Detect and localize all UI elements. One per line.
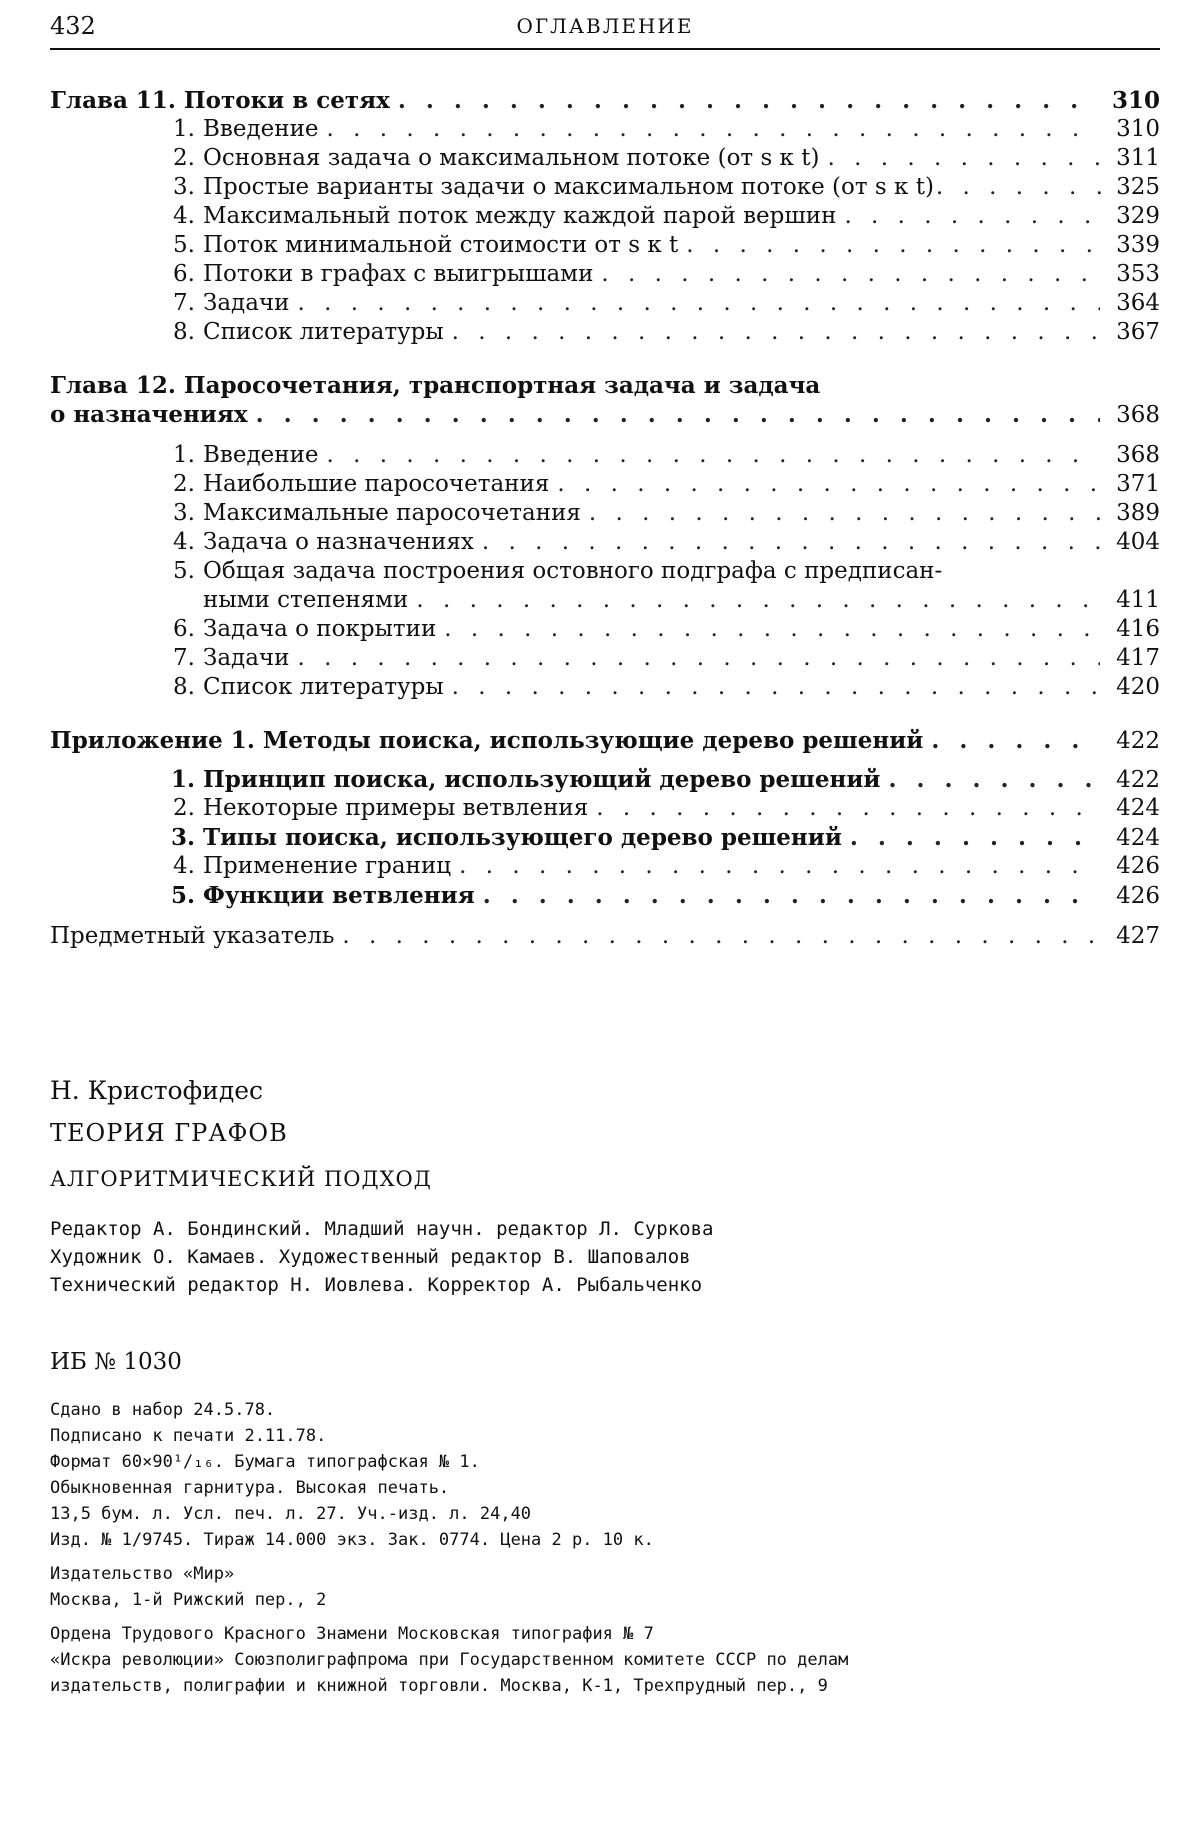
dot-leader: [482, 528, 1100, 557]
dot-leader: [398, 86, 1100, 115]
entry-page: 416: [1108, 615, 1160, 644]
entry-title: Принцип поиска, использующий дерево решений: [203, 765, 880, 794]
entry-page: 353: [1108, 260, 1160, 289]
entry-page: 417: [1108, 644, 1160, 673]
entry-title: Введение: [203, 441, 319, 470]
entry-page: 389: [1108, 499, 1160, 528]
dot-leader: [327, 115, 1100, 144]
entry-number: 4.: [170, 852, 195, 881]
index-title: Предметный указатель: [50, 922, 334, 951]
chapter-page: 422: [1108, 727, 1160, 756]
entry-title: Функции ветвления: [203, 881, 475, 910]
entry-number: 3.: [170, 499, 195, 528]
entry-title: Основная задача о максимальном потоке (от s к t): [203, 144, 819, 173]
entry-number: 7.: [170, 289, 195, 318]
entry-title: Типы поиска, использующего дерево решений: [203, 823, 842, 852]
entry-number: 1.: [170, 441, 195, 470]
entry-page: 311: [1108, 144, 1160, 173]
toc-entry[interactable]: [50, 231, 1160, 260]
chapter-title: Глава 12. Паросочетания, транспортная задача и задача: [50, 371, 1160, 400]
toc-entry[interactable]: [50, 173, 1160, 202]
dot-leader: [416, 586, 1100, 615]
entry-title: Наибольшие паросочетания: [203, 470, 549, 499]
printer-line: Ордена Трудового Красного Знамени Московская типография № 7: [50, 1621, 1160, 1647]
dot-leader: [256, 400, 1100, 429]
toc-entry[interactable]: [50, 673, 1160, 702]
dot-leader: [686, 231, 1100, 260]
page-header: [50, 12, 1160, 46]
entry-page: 368: [1108, 441, 1160, 470]
toc-entry[interactable]: [50, 202, 1160, 231]
printer-line: «Искра революции» Союзполиграфпрома при Государственном комитете СССР по делам: [50, 1647, 1160, 1673]
print-detail: Изд. № 1/9745. Тираж 14.000 экз. Зак. 0774. Цена 2 р. 10 к.: [50, 1527, 1160, 1553]
book-subtitle: АЛГОРИТМИЧЕСКИЙ ПОДХОД: [50, 1165, 1160, 1193]
publisher-line: Издательство «Мир»: [50, 1561, 1160, 1587]
print-detail: 13,5 бум. л. Усл. печ. л. 27. Уч.-изд. л. 24,40: [50, 1501, 1160, 1527]
entry-page: 310: [1108, 115, 1160, 144]
entry-title: Некоторые примеры ветвления: [203, 794, 588, 823]
entry-page: 424: [1108, 824, 1160, 853]
toc-entry[interactable]: [50, 470, 1160, 499]
chapter-page: 310: [1108, 86, 1160, 115]
appendix-title: Приложение 1. Методы поиска, использующие дерево решений: [50, 726, 923, 755]
entry-title: Потоки в графах с выигрышами: [203, 260, 593, 289]
entry-title: Применение границ: [203, 852, 451, 881]
entry-title: Задачи: [203, 289, 289, 318]
header-rule: [50, 48, 1160, 50]
entry-number: 1.: [170, 115, 195, 144]
toc-entry-cont[interactable]: [50, 586, 1160, 615]
entry-title: Задачи: [203, 644, 289, 673]
entry-number: 4.: [170, 202, 195, 231]
dot-leader: [557, 470, 1100, 499]
entry-title: Максимальный поток между каждой парой вершин: [203, 202, 836, 231]
book-author: Н. Кристофидес: [50, 1075, 1160, 1107]
page-number: 432: [50, 12, 96, 40]
chapter-12: [50, 371, 1160, 702]
toc-entry[interactable]: [50, 115, 1160, 144]
entry-number: 2.: [170, 794, 195, 823]
table-of-contents: [50, 86, 1160, 951]
toc-entry[interactable]: [50, 765, 1160, 794]
entry-title: Задача о назначениях: [203, 528, 474, 557]
dot-leader: [888, 765, 1100, 794]
chapter-title: Глава 11. Потоки в сетях: [50, 86, 390, 115]
entry-page: 329: [1108, 202, 1160, 231]
toc-entry[interactable]: [50, 499, 1160, 528]
running-title: ОГЛАВЛЕНИЕ: [50, 14, 1160, 38]
entry-number: 2.: [170, 144, 195, 173]
dot-leader: [459, 852, 1100, 881]
entry-title: Поток минимальной стоимости от s к t: [203, 231, 678, 260]
publisher-line: Москва, 1-й Рижский пер., 2: [50, 1587, 1160, 1613]
entry-title: Общая задача построения остовного подграфа с предписан-: [203, 557, 942, 586]
print-detail: Обыкновенная гарнитура. Высокая печать.: [50, 1475, 1160, 1501]
chapter-heading[interactable]: [50, 86, 1160, 115]
toc-entry[interactable]: [50, 441, 1160, 470]
entry-title: Максимальные паросочетания: [203, 499, 581, 528]
entry-page: 371: [1108, 470, 1160, 499]
toc-entry[interactable]: [50, 318, 1160, 347]
dot-leader: [342, 922, 1100, 951]
entry-number: 2.: [170, 470, 195, 499]
index-page: 427: [1108, 922, 1160, 951]
chapter-heading[interactable]: [50, 726, 1160, 755]
dot-leader: [589, 499, 1100, 528]
entry-number: 5.: [170, 557, 195, 586]
entry-page: 367: [1108, 318, 1160, 347]
dot-leader: [297, 644, 1100, 673]
dot-leader: [936, 173, 1106, 202]
entry-number: 7.: [170, 644, 195, 673]
credit-line: Редактор А. Бондинский. Младший научн. редактор Л. Суркова: [50, 1215, 1160, 1243]
toc-entry[interactable]: [50, 557, 1160, 586]
dot-leader: [601, 260, 1100, 289]
credit-line: Технический редактор Н. Иовлева. Корректор А. Рыбальченко: [50, 1271, 1160, 1299]
dot-leader: [596, 794, 1100, 823]
entry-number: 1.: [170, 765, 195, 794]
entry-page: 404: [1108, 528, 1160, 557]
appendix-1: [50, 726, 1160, 910]
entry-page: 364: [1108, 289, 1160, 318]
dot-leader: [297, 289, 1100, 318]
entry-page: 420: [1108, 673, 1160, 702]
toc-entry[interactable]: [50, 615, 1160, 644]
toc-entry[interactable]: [50, 852, 1160, 881]
dot-leader: [931, 726, 1100, 755]
dot-leader: [444, 615, 1100, 644]
entry-number: 3.: [170, 823, 195, 852]
entry-title: Задача о покрытии: [203, 615, 436, 644]
entry-number: 8.: [170, 673, 195, 702]
chapter-title-cont: о назначениях: [50, 400, 248, 429]
print-detail: Подписано к печати 2.11.78.: [50, 1423, 1160, 1449]
chapter-11: [50, 86, 1160, 347]
credit-line: Художник О. Камаев. Художественный редактор В. Шаповалов: [50, 1243, 1160, 1271]
entry-page: 422: [1108, 766, 1160, 795]
index-entry[interactable]: [50, 922, 1160, 951]
entry-page: 411: [1108, 586, 1160, 615]
print-detail: Сдано в набор 24.5.78.: [50, 1397, 1160, 1423]
dot-leader: [483, 881, 1100, 910]
entry-number: 5.: [170, 231, 195, 260]
entry-number: 4.: [170, 528, 195, 557]
dot-leader: [850, 823, 1100, 852]
chapter-heading[interactable]: [50, 400, 1160, 429]
entry-page: 426: [1108, 882, 1160, 911]
entry-page: 325: [1108, 173, 1160, 202]
dot-leader: [327, 441, 1100, 470]
entry-number: 6.: [170, 260, 195, 289]
colophon: [50, 1075, 1160, 1699]
entry-page: 424: [1108, 794, 1160, 823]
toc-entry[interactable]: [50, 644, 1160, 673]
dot-leader: [844, 202, 1100, 231]
entry-number: 3.: [170, 173, 195, 202]
entry-page: 426: [1108, 852, 1160, 881]
toc-entry[interactable]: [50, 289, 1160, 318]
entry-title: Список литературы: [203, 318, 444, 347]
toc-entry[interactable]: [50, 260, 1160, 289]
toc-entry[interactable]: [50, 528, 1160, 557]
toc-entry[interactable]: [50, 881, 1160, 910]
ib-number: ИБ № 1030: [50, 1347, 1160, 1377]
entry-title: Введение: [203, 115, 319, 144]
entry-number: 5.: [170, 881, 195, 910]
dot-leader: [452, 673, 1100, 702]
book-title: ТЕОРИЯ ГРАФОВ: [50, 1117, 1160, 1149]
entry-title-cont: ными степенями: [203, 586, 408, 615]
dot-leader: [827, 144, 1100, 173]
entry-title: Простые варианты задачи о максимальном потоке (от s к t): [203, 173, 934, 202]
printer-line: издательств, полиграфии и книжной торговли. Москва, К-1, Трехпрудный пер., 9: [50, 1673, 1160, 1699]
entry-title: Список литературы: [203, 673, 444, 702]
entry-number: 6.: [170, 615, 195, 644]
entry-number: 8.: [170, 318, 195, 347]
toc-entry[interactable]: [50, 794, 1160, 823]
dot-leader: [452, 318, 1100, 347]
print-detail: Формат 60×90¹/₁₆. Бумага типографская № 1.: [50, 1449, 1160, 1475]
toc-entry[interactable]: [50, 823, 1160, 852]
entry-page: 339: [1108, 231, 1160, 260]
chapter-page: 368: [1108, 401, 1160, 430]
toc-entry[interactable]: [50, 144, 1160, 173]
